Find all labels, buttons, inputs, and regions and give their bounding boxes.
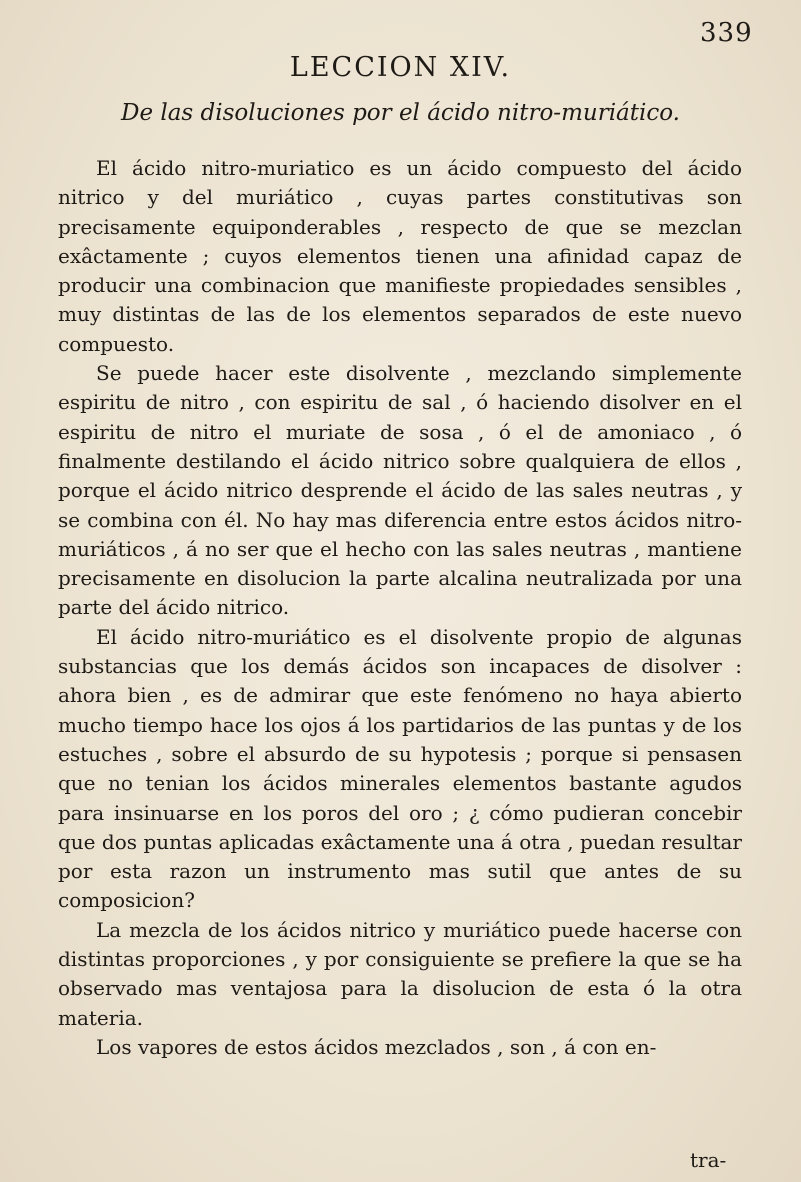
catchword: tra- (690, 1148, 727, 1172)
body-text (58, 154, 742, 1062)
paragraph: Se puede hacer este disolvente , mezclando simplemente espiritu de nitro , con espiritu de sal , ó haciendo disolver en el espiritu de nitro el muriate de sosa , ó el de amoniaco , ó finalmente destilando el ácido nitrico sobre qualquiera de ellos , porque el ácido nitrico desprende el ácido de las sales neutras , y se combina con él. No hay mas diferencia entre estos ácidos nitro-muriáticos , á no ser que el hecho con las sales neutras , mantiene precisamente en disolucion la parte alcalina neutralizada por una parte del ácido nitrico. (58, 361, 742, 620)
paragraph: El ácido nitro-muriatico es un ácido compuesto del ácido nitrico y del muriático , cuyas partes constitutivas son precisamente equiponderables , respecto de que se mezclan exâctamente ; cuyos elementos tienen una afinidad capaz de producir una combinacion que manifieste propiedades sensibles , muy distintas de las de los elementos separados de este nuevo compuesto. (58, 156, 742, 356)
page-number: 339 (700, 18, 753, 48)
paragraph: Los vapores de estos ácidos mezclados , son , á con en- (96, 1034, 657, 1059)
paragraph: El ácido nitro-muriático es el disolvente propio de algunas substancias que los demás ácidos son incapaces de disolver : ahora bien , es de admirar que este fenómeno no haya abierto mucho tiempo hace los ojos á los partidarios de las puntas y de los estuches , sobre el absurdo de su hypotesis ; porque si pensasen que no tenian los ácidos minerales elementos bastante agudos para insinuarse en los poros del oro ; ¿ cómo pudieran concebir que dos puntas aplicadas exâctamente una á otra , puedan resultar por esta razon un instrumento mas sutil que antes de su composicion? (58, 624, 742, 913)
paragraph: La mezcla de los ácidos nitrico y muriático puede hacerse con distintas proporciones , y por consiguiente se prefiere la que se ha observado mas ventajosa para la disolucion de esta ó la otra materia. (58, 917, 742, 1030)
lesson-subtitle: De las disoluciones por el ácido nitro-muriático. (121, 100, 680, 126)
lesson-title: LECCION XIV. (289, 52, 512, 83)
